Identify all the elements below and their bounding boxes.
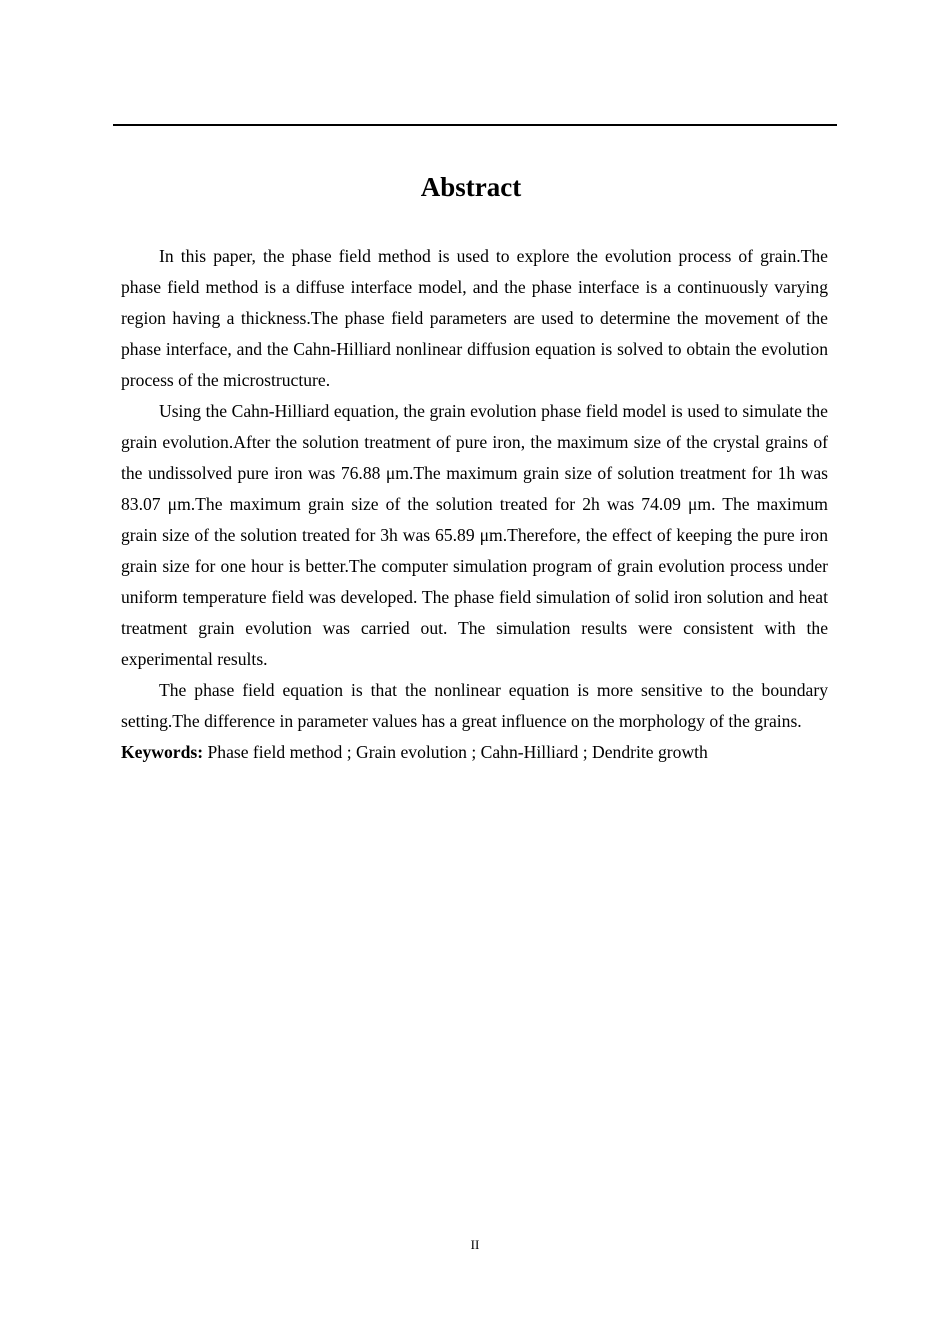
abstract-paragraph-3: The phase field equation is that the nonlinear equation is more sensitive to the boundary setting.The difference in parameter values has a great influence on the morphology of the grains. — [121, 680, 828, 731]
page-title: Abstract — [420, 172, 522, 202]
header-rule — [113, 124, 837, 126]
abstract-paragraph-1: In this paper, the phase field method is used to explore the evolution process of grain.The phase field method is a diffuse interface model, and the phase interface is a continuously varying region having a thickness.The phase field parameters are used to determine the movement of the phase interface, and the Cahn-Hilliard nonlinear diffusion equation is solved to obtain the evolution process of the microstructure. — [121, 246, 828, 390]
keywords-line — [121, 737, 828, 768]
abstract-paragraph-2: Using the Cahn-Hilliard equation, the grain evolution phase field model is used to simulate the grain evolution.After the solution treatment of pure iron, the maximum size of the crystal grains of the undissolved pure iron was 76.88 μm.The maximum grain size of solution treatment for 1h was 83.07 μm.The maximum grain size of the solution treated for 2h was 74.09 μm. The maximum grain size of the solution treated for 3h was 65.89 μm.Therefore, the effect of keeping the pure iron grain size for one hour is better.The computer simulation program of grain evolution process under uniform temperature field was developed. The phase field simulation of solid iron solution and heat treatment grain evolution was carried out. The simulation results were consistent with the experimental results. — [121, 401, 828, 669]
page-number: II — [470, 1237, 480, 1252]
abstract-body — [121, 241, 828, 768]
keywords-label: Keywords: — [121, 742, 204, 762]
keywords-text: Phase field method ; Grain evolution ; Cahn-Hilliard ; Dendrite growth — [203, 742, 708, 762]
